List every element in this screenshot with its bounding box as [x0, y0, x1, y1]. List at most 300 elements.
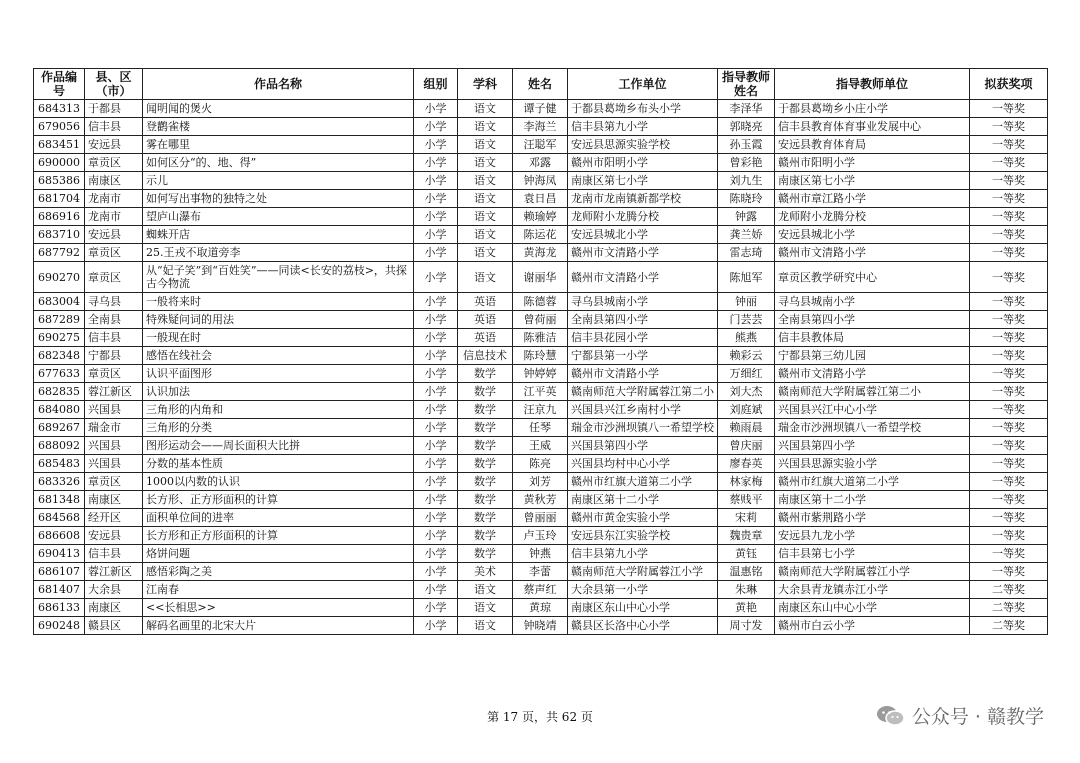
cell-group: 小学 [414, 509, 458, 527]
cell-title: 望庐山瀑布 [143, 208, 414, 226]
watermark [876, 702, 1044, 729]
cell-group: 小学 [414, 491, 458, 509]
cell-id: 688092 [34, 437, 85, 455]
cell-unit: 安远县思源实验学校 [568, 136, 718, 154]
cell-teacher: 刘大杰 [718, 383, 775, 401]
cell-teacher: 门芸芸 [718, 311, 775, 329]
table-row [34, 437, 1048, 455]
cell-award: 一等奖 [970, 419, 1048, 437]
cell-unit: 大余县第一小学 [568, 581, 718, 599]
cell-county: 全南县 [85, 311, 143, 329]
cell-county: 赣县区 [85, 617, 143, 635]
cell-teacher: 林家梅 [718, 473, 775, 491]
cell-id: 690248 [34, 617, 85, 635]
cell-teacher: 温惠铭 [718, 563, 775, 581]
cell-id: 681348 [34, 491, 85, 509]
cell-county: 蓉江新区 [85, 383, 143, 401]
cell-award: 一等奖 [970, 329, 1048, 347]
cell-name: 谭子健 [513, 100, 568, 118]
cell-name: 王威 [513, 437, 568, 455]
cell-county: 章贡区 [85, 473, 143, 491]
cell-id: 683326 [34, 473, 85, 491]
cell-teacher: 赖雨晨 [718, 419, 775, 437]
cell-unit: 兴国县均村中心小学 [568, 455, 718, 473]
cell-teacher-unit: 寻乌县城南小学 [775, 293, 970, 311]
cell-title: 感悟彩陶之美 [143, 563, 414, 581]
cell-county: 于都县 [85, 100, 143, 118]
cell-unit: 赣州市阳明小学 [568, 154, 718, 172]
cell-teacher: 陈旭军 [718, 262, 775, 293]
cell-award: 一等奖 [970, 262, 1048, 293]
cell-title: 分数的基本性质 [143, 455, 414, 473]
cell-subject: 数学 [458, 545, 513, 563]
cell-teacher: 龚兰娇 [718, 226, 775, 244]
cell-name: 李海兰 [513, 118, 568, 136]
cell-unit: 信丰县花园小学 [568, 329, 718, 347]
cell-unit: 赣州市黄金实验小学 [568, 509, 718, 527]
cell-id: 677633 [34, 365, 85, 383]
cell-unit: 瑞金市沙洲坝镇八一希望学校 [568, 419, 718, 437]
table-row [34, 154, 1048, 172]
cell-subject: 语文 [458, 599, 513, 617]
cell-subject: 语文 [458, 154, 513, 172]
cell-teacher: 孙玉霞 [718, 136, 775, 154]
cell-unit: 宁都县第一小学 [568, 347, 718, 365]
cell-award: 二等奖 [970, 617, 1048, 635]
cell-award: 一等奖 [970, 455, 1048, 473]
wechat-icon [876, 704, 906, 728]
cell-id: 681704 [34, 190, 85, 208]
cell-title: 25.王戎不取道旁李 [143, 244, 414, 262]
cell-subject: 语文 [458, 136, 513, 154]
cell-subject: 语文 [458, 581, 513, 599]
cell-unit: 寻乌县城南小学 [568, 293, 718, 311]
cell-id: 689267 [34, 419, 85, 437]
cell-teacher: 曾庆丽 [718, 437, 775, 455]
cell-subject: 数学 [458, 437, 513, 455]
cell-group: 小学 [414, 419, 458, 437]
cell-award: 一等奖 [970, 208, 1048, 226]
cell-award: 一等奖 [970, 226, 1048, 244]
cell-id: 683451 [34, 136, 85, 154]
cell-unit: 于都县葛坳乡布头小学 [568, 100, 718, 118]
cell-teacher-unit: 瑞金市沙洲坝镇八一希望学校 [775, 419, 970, 437]
cell-title: 从“妃子笑”到“百姓笑”——同读<长安的荔枝>，共探古今物流 [143, 262, 414, 293]
cell-teacher: 雷志琦 [718, 244, 775, 262]
cell-id: 686608 [34, 527, 85, 545]
cell-teacher: 李泽华 [718, 100, 775, 118]
cell-teacher: 陈晓玲 [718, 190, 775, 208]
cell-award: 一等奖 [970, 545, 1048, 563]
cell-subject: 数学 [458, 401, 513, 419]
cell-teacher-unit: 赣州市红旗大道第二小学 [775, 473, 970, 491]
cell-county: 安远县 [85, 136, 143, 154]
cell-unit: 龙师附小龙腾分校 [568, 208, 718, 226]
table-row [34, 226, 1048, 244]
cell-subject: 语文 [458, 208, 513, 226]
cell-name: 袁日昌 [513, 190, 568, 208]
table-row [34, 208, 1048, 226]
cell-teacher: 魏贵章 [718, 527, 775, 545]
cell-group: 小学 [414, 293, 458, 311]
cell-title: 登鹳雀楼 [143, 118, 414, 136]
cell-group: 小学 [414, 527, 458, 545]
cell-teacher-unit: 全南县第四小学 [775, 311, 970, 329]
cell-teacher-unit: 信丰县第七小学 [775, 545, 970, 563]
cell-county: 南康区 [85, 491, 143, 509]
cell-group: 小学 [414, 581, 458, 599]
cell-award: 二等奖 [970, 599, 1048, 617]
cell-title: 一般将来时 [143, 293, 414, 311]
watermark-text: 公众号 · 赣教学 [911, 706, 1044, 728]
cell-subject: 语文 [458, 617, 513, 635]
cell-county: 信丰县 [85, 329, 143, 347]
cell-subject: 数学 [458, 527, 513, 545]
cell-title: 长方形、正方形面积的计算 [143, 491, 414, 509]
cell-county: 龙南市 [85, 190, 143, 208]
cell-award: 一等奖 [970, 100, 1048, 118]
cell-name: 刘芳 [513, 473, 568, 491]
header-teacher-unit: 指导教师单位 [775, 69, 970, 100]
table-row [34, 509, 1048, 527]
cell-id: 684568 [34, 509, 85, 527]
cell-county: 信丰县 [85, 118, 143, 136]
cell-teacher-unit: 南康区第七小学 [775, 172, 970, 190]
cell-group: 小学 [414, 437, 458, 455]
cell-title: 长方形和正方形面积的计算 [143, 527, 414, 545]
cell-county: 南康区 [85, 172, 143, 190]
header-county: 县、区（市） [85, 69, 143, 100]
cell-county: 兴国县 [85, 437, 143, 455]
cell-id: 685483 [34, 455, 85, 473]
cell-group: 小学 [414, 154, 458, 172]
table-row [34, 419, 1048, 437]
cell-subject: 美术 [458, 563, 513, 581]
cell-teacher: 刘九生 [718, 172, 775, 190]
cell-title: 如何写出事物的独特之处 [143, 190, 414, 208]
table-row [34, 347, 1048, 365]
cell-county: 兴国县 [85, 455, 143, 473]
cell-teacher-unit: 大余县青龙镇赤江小学 [775, 581, 970, 599]
cell-title: 如何区分“的、地、得” [143, 154, 414, 172]
cell-county: 大余县 [85, 581, 143, 599]
cell-name: 陈德蓉 [513, 293, 568, 311]
cell-title: 蜘蛛开店 [143, 226, 414, 244]
table-row [34, 383, 1048, 401]
cell-unit: 赣南师范大学附属蓉江小学 [568, 563, 718, 581]
cell-teacher-unit: 赣南师范大学附属蓉江第二小 [775, 383, 970, 401]
cell-award: 二等奖 [970, 581, 1048, 599]
table-row [34, 190, 1048, 208]
cell-title: 认识加法 [143, 383, 414, 401]
cell-name: 谢丽华 [513, 262, 568, 293]
cell-teacher-unit: 兴国县兴江中心小学 [775, 401, 970, 419]
cell-subject: 英语 [458, 311, 513, 329]
table-row [34, 599, 1048, 617]
cell-teacher: 曾彩艳 [718, 154, 775, 172]
cell-name: 陈雅洁 [513, 329, 568, 347]
table-row [34, 545, 1048, 563]
cell-title: 认识平面图形 [143, 365, 414, 383]
table-row [34, 311, 1048, 329]
cell-subject: 语文 [458, 226, 513, 244]
cell-unit: 龙南市龙南镇新都学校 [568, 190, 718, 208]
cell-county: 章贡区 [85, 365, 143, 383]
cell-group: 小学 [414, 208, 458, 226]
cell-title: 三角形的内角和 [143, 401, 414, 419]
cell-name: 曾丽丽 [513, 509, 568, 527]
table-row [34, 118, 1048, 136]
table-row [34, 527, 1048, 545]
cell-title: 示儿 [143, 172, 414, 190]
cell-unit: 南康区第七小学 [568, 172, 718, 190]
cell-id: 687289 [34, 311, 85, 329]
cell-group: 小学 [414, 226, 458, 244]
cell-name: 陈玲慧 [513, 347, 568, 365]
cell-group: 小学 [414, 262, 458, 293]
cell-award: 一等奖 [970, 190, 1048, 208]
cell-id: 683004 [34, 293, 85, 311]
cell-title: 一般现在时 [143, 329, 414, 347]
cell-teacher: 黄艳 [718, 599, 775, 617]
cell-subject: 数学 [458, 365, 513, 383]
cell-unit: 兴国县第四小学 [568, 437, 718, 455]
cell-county: 安远县 [85, 527, 143, 545]
cell-teacher-unit: 章贡区教学研究中心 [775, 262, 970, 293]
cell-title: <<长相思>> [143, 599, 414, 617]
cell-title: 1000以内数的认识 [143, 473, 414, 491]
cell-unit: 赣州市红旗大道第二小学 [568, 473, 718, 491]
cell-unit: 赣州市文清路小学 [568, 244, 718, 262]
cell-unit: 信丰县第九小学 [568, 118, 718, 136]
cell-subject: 语文 [458, 118, 513, 136]
table-row [34, 244, 1048, 262]
cell-id: 682348 [34, 347, 85, 365]
cell-id: 684080 [34, 401, 85, 419]
cell-county: 章贡区 [85, 262, 143, 293]
cell-group: 小学 [414, 473, 458, 491]
table-row [34, 262, 1048, 293]
cell-unit: 全南县第四小学 [568, 311, 718, 329]
cell-group: 小学 [414, 329, 458, 347]
cell-county: 瑞金市 [85, 419, 143, 437]
cell-unit: 安远县东江实验学校 [568, 527, 718, 545]
cell-unit: 赣县区长洛中心小学 [568, 617, 718, 635]
header-id: 作品编号 [34, 69, 85, 100]
cell-title: 烙饼问题 [143, 545, 414, 563]
table-row [34, 365, 1048, 383]
cell-teacher-unit: 宁都县第三幼儿园 [775, 347, 970, 365]
table-row [34, 491, 1048, 509]
table-row [34, 172, 1048, 190]
cell-name: 蔡声红 [513, 581, 568, 599]
cell-id: 685386 [34, 172, 85, 190]
cell-teacher-unit: 于都县葛坳乡小庄小学 [775, 100, 970, 118]
cell-subject: 语文 [458, 172, 513, 190]
header-title: 作品名称 [143, 69, 414, 100]
cell-teacher-unit: 赣州市文清路小学 [775, 365, 970, 383]
page-footer: 第 17 页，共 62 页 [487, 710, 593, 724]
cell-award: 一等奖 [970, 365, 1048, 383]
cell-subject: 语文 [458, 262, 513, 293]
awards-table [33, 68, 1048, 635]
cell-group: 小学 [414, 383, 458, 401]
cell-group: 小学 [414, 136, 458, 154]
cell-name: 钟海凤 [513, 172, 568, 190]
cell-subject: 数学 [458, 491, 513, 509]
table-row [34, 617, 1048, 635]
cell-award: 一等奖 [970, 563, 1048, 581]
cell-group: 小学 [414, 347, 458, 365]
cell-name: 赖瑜婷 [513, 208, 568, 226]
cell-subject: 数学 [458, 473, 513, 491]
cell-title: 图形运动会——周长面积大比拼 [143, 437, 414, 455]
cell-subject: 数学 [458, 455, 513, 473]
cell-name: 任琴 [513, 419, 568, 437]
cell-teacher: 宋莉 [718, 509, 775, 527]
table-row [34, 473, 1048, 491]
cell-group: 小学 [414, 100, 458, 118]
cell-teacher-unit: 赣州市紫荆路小学 [775, 509, 970, 527]
table-body [34, 100, 1048, 635]
table-header-row [34, 69, 1048, 100]
cell-teacher: 黄钰 [718, 545, 775, 563]
cell-name: 曾荷丽 [513, 311, 568, 329]
cell-subject: 数学 [458, 383, 513, 401]
cell-id: 690270 [34, 262, 85, 293]
cell-award: 一等奖 [970, 311, 1048, 329]
cell-group: 小学 [414, 365, 458, 383]
cell-award: 一等奖 [970, 527, 1048, 545]
cell-name: 陈运花 [513, 226, 568, 244]
cell-group: 小学 [414, 311, 458, 329]
cell-county: 章贡区 [85, 154, 143, 172]
cell-name: 黄秋芳 [513, 491, 568, 509]
cell-name: 江平英 [513, 383, 568, 401]
cell-name: 李蕾 [513, 563, 568, 581]
table-row [34, 136, 1048, 154]
table-row [34, 581, 1048, 599]
cell-award: 一等奖 [970, 437, 1048, 455]
cell-unit: 赣州市文清路小学 [568, 365, 718, 383]
cell-teacher: 朱琳 [718, 581, 775, 599]
cell-title: 闻明闻的煲火 [143, 100, 414, 118]
cell-award: 一等奖 [970, 347, 1048, 365]
cell-id: 690413 [34, 545, 85, 563]
cell-title: 江南春 [143, 581, 414, 599]
cell-teacher: 万细红 [718, 365, 775, 383]
cell-award: 一等奖 [970, 172, 1048, 190]
cell-id: 684313 [34, 100, 85, 118]
cell-title: 特殊疑问词的用法 [143, 311, 414, 329]
cell-id: 686916 [34, 208, 85, 226]
cell-title: 三角形的分类 [143, 419, 414, 437]
cell-unit: 信丰县第九小学 [568, 545, 718, 563]
cell-award: 一等奖 [970, 136, 1048, 154]
cell-teacher: 熊燕 [718, 329, 775, 347]
cell-teacher-unit: 安远县教育体育局 [775, 136, 970, 154]
cell-county: 安远县 [85, 226, 143, 244]
cell-county: 宁都县 [85, 347, 143, 365]
cell-name: 汪京九 [513, 401, 568, 419]
table-row [34, 563, 1048, 581]
cell-teacher-unit: 赣州市文清路小学 [775, 244, 970, 262]
cell-id: 681407 [34, 581, 85, 599]
cell-award: 一等奖 [970, 473, 1048, 491]
cell-group: 小学 [414, 244, 458, 262]
cell-subject: 数学 [458, 509, 513, 527]
cell-teacher-unit: 安远县城北小学 [775, 226, 970, 244]
cell-county: 兴国县 [85, 401, 143, 419]
cell-subject: 语文 [458, 244, 513, 262]
cell-county: 信丰县 [85, 545, 143, 563]
cell-id: 686133 [34, 599, 85, 617]
cell-title: 解码名画里的北宋大片 [143, 617, 414, 635]
cell-teacher-unit: 赣州市阳明小学 [775, 154, 970, 172]
cell-teacher-unit: 龙师附小龙腾分校 [775, 208, 970, 226]
table-row [34, 401, 1048, 419]
cell-name: 邓露 [513, 154, 568, 172]
cell-group: 小学 [414, 617, 458, 635]
cell-group: 小学 [414, 401, 458, 419]
cell-title: 雾在哪里 [143, 136, 414, 154]
cell-teacher-unit: 赣南师范大学附属蓉江小学 [775, 563, 970, 581]
cell-teacher: 钟露 [718, 208, 775, 226]
cell-id: 679056 [34, 118, 85, 136]
cell-teacher: 周寸发 [718, 617, 775, 635]
cell-group: 小学 [414, 563, 458, 581]
header-award: 拟获奖项 [970, 69, 1048, 100]
cell-award: 一等奖 [970, 401, 1048, 419]
cell-teacher: 钟丽 [718, 293, 775, 311]
cell-subject: 英语 [458, 329, 513, 347]
cell-teacher-unit: 信丰县教体局 [775, 329, 970, 347]
cell-group: 小学 [414, 118, 458, 136]
cell-teacher-unit: 赣州市章江路小学 [775, 190, 970, 208]
cell-unit: 南康区第十二小学 [568, 491, 718, 509]
cell-county: 蓉江新区 [85, 563, 143, 581]
cell-id: 687792 [34, 244, 85, 262]
cell-subject: 语文 [458, 100, 513, 118]
cell-county: 寻乌县 [85, 293, 143, 311]
cell-name: 钟婷婷 [513, 365, 568, 383]
cell-county: 经开区 [85, 509, 143, 527]
cell-id: 690000 [34, 154, 85, 172]
cell-name: 陈亮 [513, 455, 568, 473]
cell-award: 一等奖 [970, 154, 1048, 172]
cell-unit: 南康区东山中心小学 [568, 599, 718, 617]
cell-group: 小学 [414, 172, 458, 190]
cell-award: 一等奖 [970, 383, 1048, 401]
cell-county: 龙南市 [85, 208, 143, 226]
cell-id: 682835 [34, 383, 85, 401]
cell-teacher-unit: 兴国县第四小学 [775, 437, 970, 455]
cell-name: 黄琼 [513, 599, 568, 617]
cell-teacher-unit: 赣州市白云小学 [775, 617, 970, 635]
cell-teacher: 蔡贱平 [718, 491, 775, 509]
cell-id: 690275 [34, 329, 85, 347]
cell-award: 一等奖 [970, 244, 1048, 262]
cell-county: 南康区 [85, 599, 143, 617]
cell-name: 卢玉玲 [513, 527, 568, 545]
table-row [34, 329, 1048, 347]
header-unit: 工作单位 [568, 69, 718, 100]
cell-teacher-unit: 信丰县教育体育事业发展中心 [775, 118, 970, 136]
cell-teacher: 刘庭斌 [718, 401, 775, 419]
cell-group: 小学 [414, 455, 458, 473]
cell-name: 黄海龙 [513, 244, 568, 262]
cell-teacher-unit: 南康区东山中心小学 [775, 599, 970, 617]
